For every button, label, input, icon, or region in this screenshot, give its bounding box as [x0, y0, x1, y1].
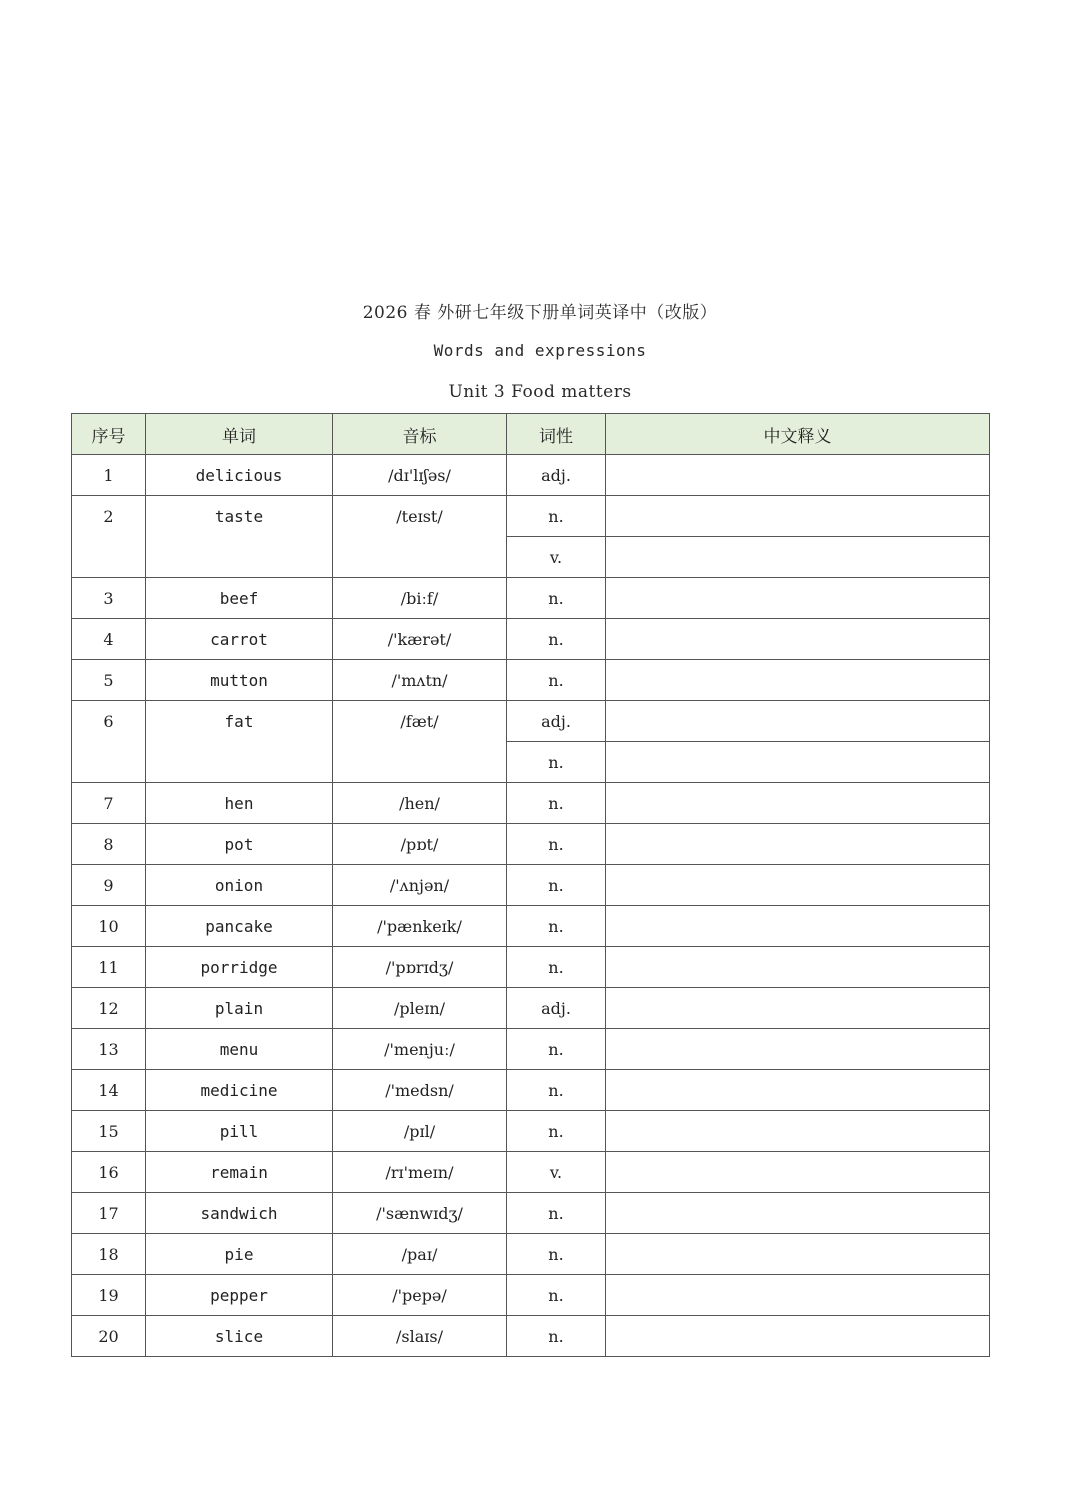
part-of-speech-cell: n. — [507, 783, 606, 824]
chinese-meaning-cell[interactable] — [606, 1152, 990, 1193]
row-number: 18 — [72, 1234, 146, 1275]
phonetic-cell: /teɪst/ — [333, 496, 507, 578]
table-row — [72, 1152, 990, 1193]
table-row — [72, 1029, 990, 1070]
chinese-meaning-cell[interactable] — [606, 783, 990, 824]
table-row — [72, 1234, 990, 1275]
word-cell: menu — [146, 1029, 333, 1070]
table-row — [72, 947, 990, 988]
header-number: 序号 — [72, 414, 146, 455]
word-cell: pie — [146, 1234, 333, 1275]
row-number: 15 — [72, 1111, 146, 1152]
part-of-speech-cell: n. — [507, 578, 606, 619]
row-number: 2 — [72, 496, 146, 578]
header-word: 单词 — [146, 414, 333, 455]
phonetic-cell: /dɪ'lɪʃəs/ — [333, 455, 507, 496]
header-phonetic: 音标 — [333, 414, 507, 455]
phonetic-cell: /slaɪs/ — [333, 1316, 507, 1357]
row-number: 11 — [72, 947, 146, 988]
part-of-speech-cell: n. — [507, 619, 606, 660]
table-row — [72, 455, 990, 496]
row-number: 17 — [72, 1193, 146, 1234]
chinese-meaning-cell[interactable] — [606, 1316, 990, 1357]
chinese-meaning-cell[interactable] — [606, 578, 990, 619]
chinese-meaning-cell[interactable] — [606, 1070, 990, 1111]
part-of-speech-cell: n. — [507, 824, 606, 865]
table-row — [72, 1193, 990, 1234]
table-row — [72, 865, 990, 906]
table-row — [72, 660, 990, 701]
table-row — [72, 906, 990, 947]
phonetic-cell: /biːf/ — [333, 578, 507, 619]
chinese-meaning-cell[interactable] — [606, 1275, 990, 1316]
word-cell: pill — [146, 1111, 333, 1152]
document-title: 2026 春 外研七年级下册单词英译中（改版） — [362, 303, 718, 323]
row-number: 8 — [72, 824, 146, 865]
part-of-speech-cell: n. — [507, 1111, 606, 1152]
phonetic-cell: /'pɒrɪdʒ/ — [333, 947, 507, 988]
word-cell: taste — [146, 496, 333, 578]
row-number: 3 — [72, 578, 146, 619]
chinese-meaning-cell[interactable] — [606, 455, 990, 496]
phonetic-cell: /paɪ/ — [333, 1234, 507, 1275]
part-of-speech-cell: v. — [507, 1152, 606, 1193]
word-cell: delicious — [146, 455, 333, 496]
chinese-meaning-cell[interactable] — [606, 701, 990, 742]
row-number: 20 — [72, 1316, 146, 1357]
header-chinese-meaning: 中文释义 — [606, 414, 990, 455]
phonetic-cell: /pɒt/ — [333, 824, 507, 865]
table-row — [72, 988, 990, 1029]
word-cell: pepper — [146, 1275, 333, 1316]
table-row — [72, 1111, 990, 1152]
part-of-speech-cell: adj. — [507, 701, 606, 742]
word-cell: slice — [146, 1316, 333, 1357]
part-of-speech-cell: n. — [507, 1275, 606, 1316]
word-cell: pancake — [146, 906, 333, 947]
word-cell: medicine — [146, 1070, 333, 1111]
row-number: 19 — [72, 1275, 146, 1316]
word-cell: beef — [146, 578, 333, 619]
table-row — [72, 1275, 990, 1316]
row-number: 16 — [72, 1152, 146, 1193]
row-number: 13 — [72, 1029, 146, 1070]
phonetic-cell: /fæt/ — [333, 701, 507, 783]
part-of-speech-cell: n. — [507, 496, 606, 537]
part-of-speech-cell: n. — [507, 1070, 606, 1111]
phonetic-cell: /'pepə/ — [333, 1275, 507, 1316]
vocabulary-table — [71, 413, 990, 1357]
table-row — [72, 783, 990, 824]
part-of-speech-cell: n. — [507, 865, 606, 906]
table-row — [72, 824, 990, 865]
table-row — [72, 496, 990, 537]
word-cell: pot — [146, 824, 333, 865]
chinese-meaning-cell[interactable] — [606, 1234, 990, 1275]
part-of-speech-cell: v. — [507, 537, 606, 578]
word-cell: remain — [146, 1152, 333, 1193]
row-number: 9 — [72, 865, 146, 906]
word-cell: mutton — [146, 660, 333, 701]
word-cell: porridge — [146, 947, 333, 988]
chinese-meaning-cell[interactable] — [606, 742, 990, 783]
table-row — [72, 1316, 990, 1357]
chinese-meaning-cell[interactable] — [606, 537, 990, 578]
phonetic-cell: /'pænkeɪk/ — [333, 906, 507, 947]
table-header-row — [72, 414, 990, 455]
row-number: 4 — [72, 619, 146, 660]
phonetic-cell: /'menjuː/ — [333, 1029, 507, 1070]
chinese-meaning-cell[interactable] — [606, 865, 990, 906]
part-of-speech-cell: n. — [507, 1234, 606, 1275]
phonetic-cell: /pɪl/ — [333, 1111, 507, 1152]
phonetic-cell: /'kærət/ — [333, 619, 507, 660]
chinese-meaning-cell[interactable] — [606, 619, 990, 660]
part-of-speech-cell: adj. — [507, 988, 606, 1029]
header-part-of-speech: 词性 — [507, 414, 606, 455]
phonetic-cell: /hen/ — [333, 783, 507, 824]
word-cell: sandwich — [146, 1193, 333, 1234]
word-cell: carrot — [146, 619, 333, 660]
part-of-speech-cell: n. — [507, 660, 606, 701]
row-number: 1 — [72, 455, 146, 496]
chinese-meaning-cell[interactable] — [606, 988, 990, 1029]
part-of-speech-cell: n. — [507, 947, 606, 988]
part-of-speech-cell: adj. — [507, 455, 606, 496]
table-row — [72, 701, 990, 742]
word-cell: hen — [146, 783, 333, 824]
chinese-meaning-cell[interactable] — [606, 947, 990, 988]
chinese-meaning-cell[interactable] — [606, 1193, 990, 1234]
word-cell: onion — [146, 865, 333, 906]
row-number: 6 — [72, 701, 146, 783]
row-number: 10 — [72, 906, 146, 947]
part-of-speech-cell: n. — [507, 742, 606, 783]
word-cell: fat — [146, 701, 333, 783]
row-number: 5 — [72, 660, 146, 701]
part-of-speech-cell: n. — [507, 906, 606, 947]
chinese-meaning-cell[interactable] — [606, 906, 990, 947]
chinese-meaning-cell[interactable] — [606, 660, 990, 701]
part-of-speech-cell: n. — [507, 1029, 606, 1070]
table-row — [72, 619, 990, 660]
chinese-meaning-cell[interactable] — [606, 496, 990, 537]
phonetic-cell: /rɪ'meɪn/ — [333, 1152, 507, 1193]
part-of-speech-cell: n. — [507, 1193, 606, 1234]
row-number: 7 — [72, 783, 146, 824]
table-body — [72, 455, 990, 1357]
chinese-meaning-cell[interactable] — [606, 1111, 990, 1152]
chinese-meaning-cell[interactable] — [606, 824, 990, 865]
table-row — [72, 578, 990, 619]
unit-title: Unit 3 Food matters — [448, 382, 632, 402]
document-subtitle: Words and expressions — [433, 341, 647, 360]
part-of-speech-cell: n. — [507, 1316, 606, 1357]
phonetic-cell: /'medsn/ — [333, 1070, 507, 1111]
row-number: 14 — [72, 1070, 146, 1111]
phonetic-cell: /pleɪn/ — [333, 988, 507, 1029]
phonetic-cell: /'sænwɪdʒ/ — [333, 1193, 507, 1234]
word-cell: plain — [146, 988, 333, 1029]
table-row — [72, 1070, 990, 1111]
chinese-meaning-cell[interactable] — [606, 1029, 990, 1070]
phonetic-cell: /'ʌnjən/ — [333, 865, 507, 906]
row-number: 12 — [72, 988, 146, 1029]
phonetic-cell: /'mʌtn/ — [333, 660, 507, 701]
